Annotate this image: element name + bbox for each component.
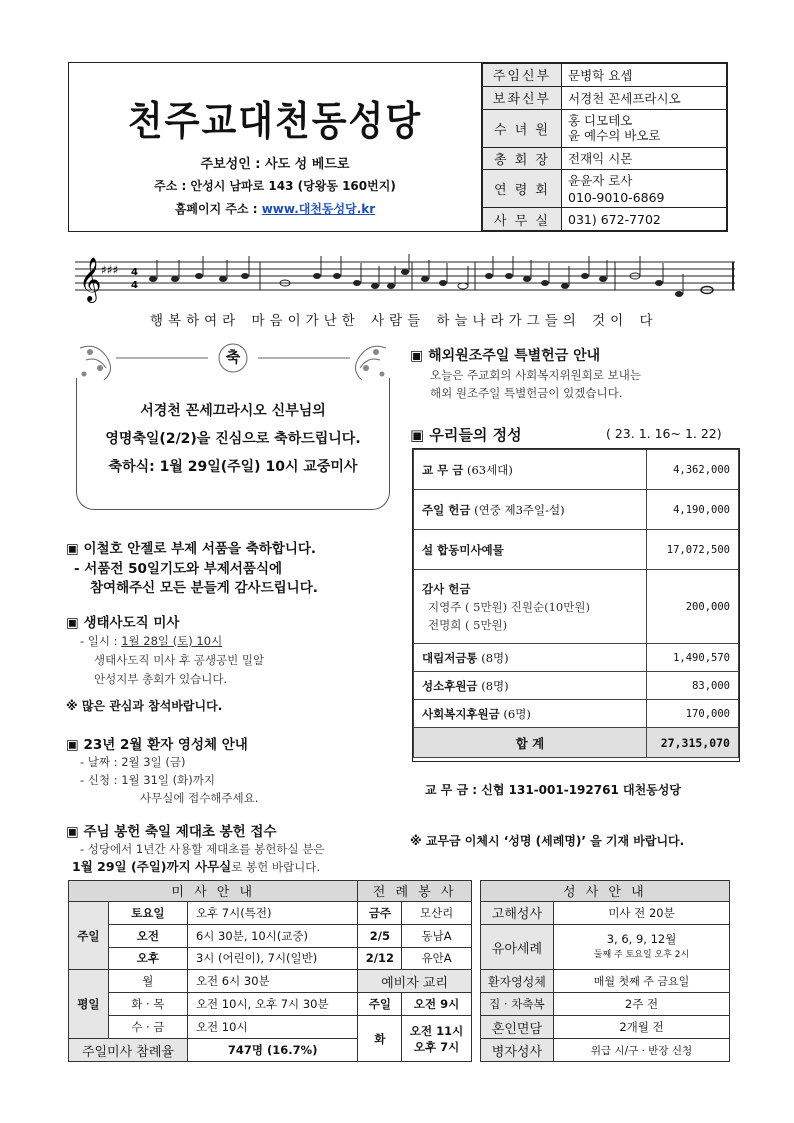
contribution-label: 성소후원금 (8명) — [414, 672, 647, 700]
marriage-interview-value: 2개월 전 — [554, 1016, 730, 1039]
music-staff — [75, 248, 735, 308]
wed-fri-label: 수 · 금 — [108, 1016, 187, 1039]
candle-deadline-rest: 로 봉헌 바랍니다. — [231, 860, 320, 874]
house-blessing-label: 집 · 차축복 — [480, 993, 553, 1016]
catechumen-sunday-label: 주일 — [358, 993, 402, 1016]
contribution-label: 교 무 금 (63세대) — [414, 450, 647, 490]
eco-mass-date — [80, 632, 222, 650]
staff-name: 전재익 시몬 — [562, 147, 727, 170]
thanks-donor-line: 지영주 ( 5만원) 진원순(10만원) — [428, 599, 590, 614]
house-blessing-value: 2주 전 — [554, 993, 730, 1016]
treble-clef-icon: 𝄞 — [79, 257, 102, 301]
saturday-label: 토요일 — [108, 901, 187, 924]
sick-communion-value: 매월 첫째 주 금요일 — [554, 970, 730, 993]
contribution-label: 주일 헌금 (연중 제3주일-설) — [414, 490, 647, 530]
anointing-value: 위급 시/구 · 반장 신청 — [554, 1039, 730, 1062]
saturday-time: 오후 7시(특전) — [187, 901, 358, 924]
eco-mass-body: 안성지부 총회가 있습니다. — [94, 672, 228, 686]
account-note: ※ 교무금 이체시 ‘성명 (세례명)’ 을 기재 바랍니다. — [410, 834, 685, 848]
patron-saint: 주보성인 : 사도 성 베드로 — [200, 157, 350, 172]
contribution-label: 설 합동미사예물 — [414, 530, 647, 570]
church-name: 천주교대천동성당 — [127, 99, 423, 145]
eco-date-label: - 일시 : — [80, 634, 122, 648]
total-row — [414, 728, 739, 758]
bulletin-header — [68, 62, 728, 232]
homepage-link[interactable]: www.대천동성당.kr — [261, 202, 376, 216]
wed-fri-time: 오전 10시 — [187, 1016, 358, 1039]
staff-name: 서경천 꼰세프라시오 — [562, 86, 727, 109]
service-0205-value: 동남A — [402, 924, 471, 947]
service-week-label: 금주 — [358, 901, 402, 924]
sunday-pm-label: 오후 — [108, 947, 187, 970]
contributions-table — [412, 448, 740, 797]
staff-name: 031) 672-7702 — [562, 208, 727, 231]
infant-baptism-label: 유아세례 — [480, 924, 553, 970]
staff-name: 홍 디모테오 윤 예수의 바오로 — [562, 109, 727, 147]
contribution-amount: 17,072,500 — [647, 530, 739, 570]
candle-offering-title: ▣ 주님 봉헌 축일 제대초 봉헌 접수 — [66, 824, 277, 840]
congratulation-box — [76, 338, 390, 510]
overseas-aid-title: ▣ 해외원조주일 특별헌금 안내 — [410, 348, 601, 364]
congrats-line-1: 서경천 꼰세끄라시오 신부님의 — [140, 403, 326, 419]
catechumen-tuesday-label: 화 — [358, 1016, 402, 1062]
hymn-lyrics: 행복하여라 마음이가난한 사람들 하늘나라가그들의 것이 다 — [150, 313, 658, 329]
tue-thu-time: 오전 10시, 오후 7시 30분 — [187, 993, 358, 1016]
monday-time: 오전 6시 30분 — [187, 970, 358, 993]
staff-role: 총 회 장 — [483, 147, 562, 170]
table-row — [414, 672, 739, 700]
eco-mass-note: ※ 많은 관심과 참석바랍니다. — [66, 699, 223, 713]
candle-offering-deadline — [72, 858, 320, 876]
eco-mass-title: ▣ 생태사도직 미사 — [66, 615, 180, 631]
table-row — [414, 644, 739, 672]
schedule-table — [68, 880, 730, 1062]
contribution-amount: 4,190,000 — [647, 490, 739, 530]
overseas-aid-body: 해외 원조주일 특별헌금이 있겠습니다. — [430, 386, 623, 400]
homepage — [69, 200, 481, 217]
sick-communion-apply: - 신청 : 1월 31일 (화)까지 — [80, 773, 215, 787]
subdeacon-notice-body: 참여해주신 모든 분들게 감사드립니다. — [90, 580, 318, 596]
weekday-label: 평일 — [69, 970, 109, 1039]
sunday-am-time: 6시 30분, 10시(교중) — [187, 924, 358, 947]
infant-baptism-value — [554, 924, 730, 970]
contribution-label: 사회복지후원금 (6명) — [414, 700, 647, 728]
homepage-label: 홈페이지 주소 : — [174, 202, 262, 216]
tue-thu-label: 화 · 목 — [108, 993, 187, 1016]
total-amount: 27,315,070 — [647, 728, 739, 758]
thanks-donor-line: 전명희 ( 5만원) — [428, 617, 508, 632]
mass-info-header: 미 사 안 내 — [69, 881, 358, 902]
staff-role: 주임신부 — [483, 64, 562, 87]
baptism-months: 3, 6, 9, 12월 — [606, 932, 677, 947]
contribution-amount: 1,490,570 — [647, 644, 739, 672]
sick-communion-date: - 날짜 : 2월 3일 (금) — [80, 755, 186, 769]
contribution-amount: 200,000 — [647, 570, 739, 644]
subdeacon-notice-title: ▣ 이철호 안젤로 부제 서품을 축하합니다. — [66, 541, 317, 557]
staff-role: 수 녀 원 — [483, 109, 562, 147]
sunday-am-label: 오전 — [108, 924, 187, 947]
baptism-time: 둘째 주 토요일 오후 2시 — [593, 950, 690, 961]
catechumen-tuesday-am: 오전 11시 — [409, 1023, 464, 1038]
staff-table — [481, 63, 727, 231]
eco-mass-body: 생태사도직 미사 후 공생공빈 밀알 — [94, 653, 265, 667]
table-row — [414, 700, 739, 728]
attendance-label: 주일미사 참례율 — [69, 1039, 188, 1062]
anointing-label: 병자성사 — [480, 1039, 553, 1062]
liturgy-service-header: 전 례 봉 사 — [358, 881, 471, 902]
key-signature-icon: ♯♯♯ — [101, 263, 119, 277]
sacrament-info-header: 성 사 안 내 — [480, 881, 729, 902]
service-week-value: 모산리 — [402, 901, 471, 924]
church-address: 주소 : 안성시 남파로 143 (당왕동 160번지) — [154, 179, 396, 193]
contributions-period: ( 23. 1. 16~ 1. 22) — [606, 426, 722, 441]
attendance-value: 747명 (16.7%) — [187, 1039, 358, 1062]
catechumen-header: 예비자 교리 — [358, 970, 471, 993]
catechumen-tuesday-pm: 오후 7시 — [413, 1039, 460, 1054]
congrats-line-2: 영명축일(2/2)을 진심으로 축하드립니다. — [105, 431, 361, 447]
confession-label: 고해성사 — [480, 901, 553, 924]
contribution-amount: 170,000 — [647, 700, 739, 728]
sunday-label: 주일 — [69, 901, 109, 970]
contribution-amount: 4,362,000 — [647, 450, 739, 490]
staff-name: 문병학 요셉 — [562, 64, 727, 87]
sunday-pm-time: 3시 (어린이), 7시(일반) — [187, 947, 358, 970]
staff-role: 연 령 회 — [483, 170, 562, 208]
contribution-label: 대림저금통 (8명) — [414, 644, 647, 672]
catechumen-sunday-time: 오전 9시 — [402, 993, 471, 1016]
table-row — [414, 530, 739, 570]
sick-communion-label: 환자영성체 — [480, 970, 553, 993]
overseas-aid-body: 오늘은 주교회의 사회복지위원회로 보내는 — [430, 368, 641, 382]
contribution-label: 감사 헌금 지영주 ( 5만원) 진원순(10만원) 전명희 ( 5만원) — [414, 570, 647, 644]
service-0212-label: 2/12 — [358, 947, 402, 970]
table-row — [414, 450, 739, 490]
service-0212-value: 유안A — [402, 947, 471, 970]
marriage-interview-label: 혼인면담 — [480, 1016, 553, 1039]
staff-role: 사 무 실 — [483, 208, 562, 231]
staff-name: 윤윤자 로사 010-9010-6869 — [562, 170, 727, 208]
contribution-amount: 83,000 — [647, 672, 739, 700]
contributions-title: ▣ 우리들의 정성 — [410, 426, 522, 444]
parish-account: 교 무 금 : 신협 131-001-192761 대천동성당 — [425, 783, 681, 797]
staff-role: 보좌신부 — [483, 86, 562, 109]
monday-label: 월 — [108, 970, 187, 993]
subdeacon-notice-body: - 서품전 50일기도와 부제서품식에 — [74, 561, 283, 577]
sick-communion-body: 사무실에 접수해주세요. — [140, 791, 259, 805]
sick-communion-title: ▣ 23년 2월 환자 영성체 안내 — [66, 737, 248, 753]
confession-value: 미사 전 20분 — [554, 901, 730, 924]
eco-date-value: 1월 28일 (토) 10시 — [121, 634, 223, 648]
candle-offering-body: - 성당에서 1년간 사용할 제대초를 봉헌하실 분은 — [80, 842, 325, 856]
table-row — [414, 570, 739, 644]
svg-text:4: 4 — [131, 280, 138, 291]
congrats-line-3: 축하식: 1월 29일(주일) 10시 교중미사 — [108, 459, 358, 475]
svg-text:4: 4 — [131, 267, 138, 278]
catechumen-tuesday-time — [402, 1016, 471, 1062]
table-row — [414, 490, 739, 530]
service-0205-label: 2/5 — [358, 924, 402, 947]
total-label: 합 계 — [414, 728, 647, 758]
candle-deadline-bold: 1월 29일 (주일)까지 사무실 — [72, 859, 232, 874]
celebration-emblem: 축 — [225, 348, 241, 366]
